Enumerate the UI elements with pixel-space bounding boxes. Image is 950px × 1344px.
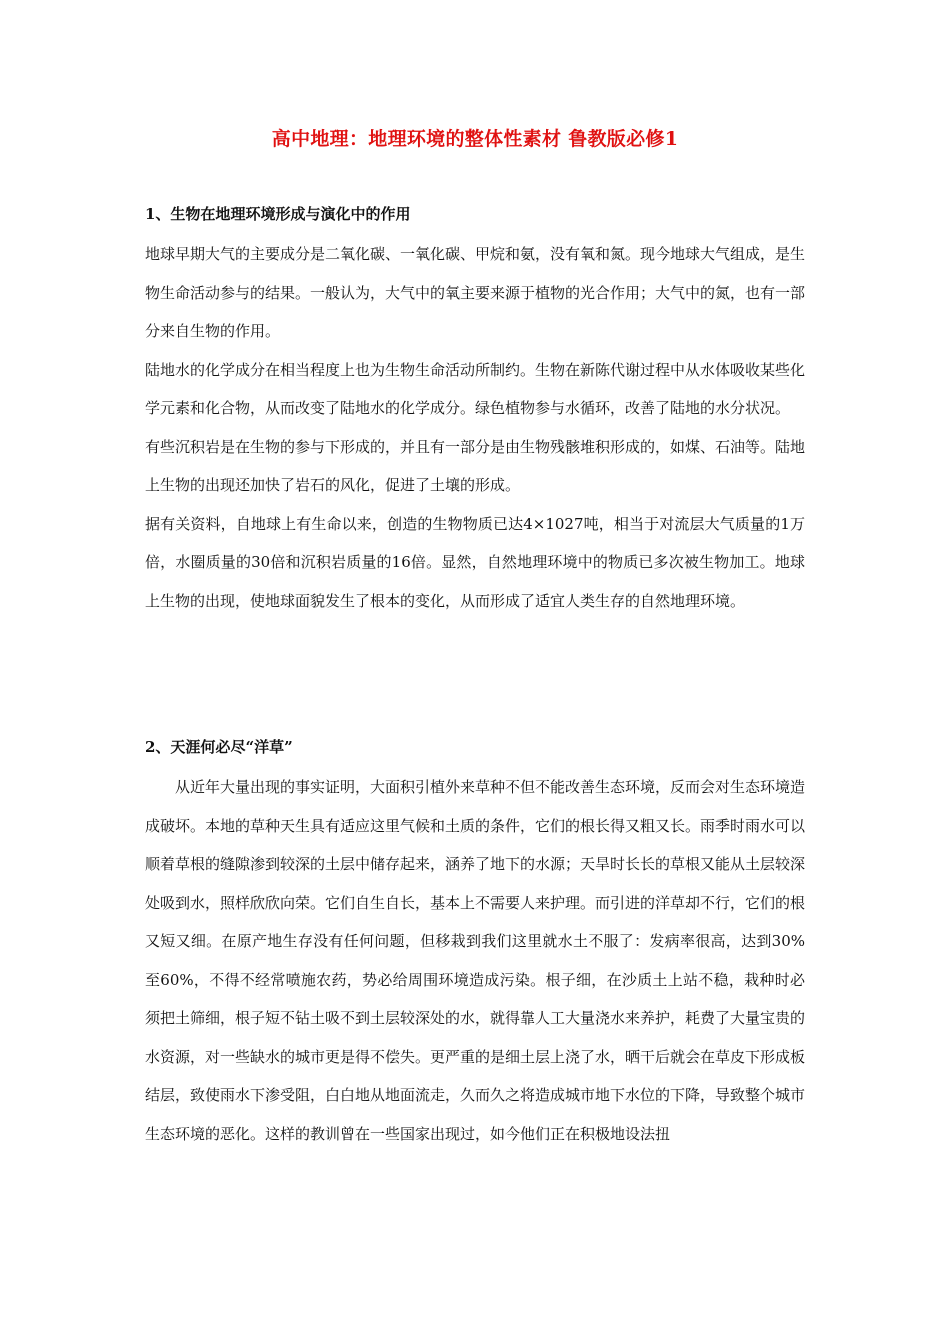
document-title: 高中地理：地理环境的整体性素材 鲁教版必修1 [271,128,679,150]
section-heading: 1、生物在地理环境形成与演化中的作用 [145,205,411,223]
section-heading: 2、天涯何必尽“洋草” [145,738,293,756]
section-1 [145,201,805,620]
paragraph: 据有关资料，自地球上有生命以来，创造的生物物质已达4×1027吨，相当于对流层大气质量的1万倍，水圈质量的30倍和沉积岩质量的16倍。显然，自然地理环境中的物质已多次被生物加工。地球上生物的出现，使地球面貌发生了根本的变化，从而形成了适宜人类生存的自然地理环境。 [145,514,805,610]
paragraph: 地球早期大气的主要成分是二氧化碳、一氧化碳、甲烷和氨，没有氧和氮。现今地球大气组成，是生物生命活动参与的结果。一般认为，大气中的氧主要来源于植物的光合作用；大气中的氮，也有一部分来自生物的作用。 [145,245,806,340]
paragraph: 陆地水的化学成分在相当程度上也为生物生命活动所制约。生物在新陈代谢过程中从水体吸收某些化学元素和化合物，从而改变了陆地水的化学成分。绿色植物参与水循环，改善了陆地的水分状况。 [145,360,806,417]
paragraph: 有些沉积岩是在生物的参与下形成的，并且有一部分是由生物残骸堆积形成的，如煤、石油等。陆地上生物的出现还加快了岩石的风化，促进了土壤的形成。 [145,437,806,494]
paragraph: 从近年大量出现的事实证明，大面积引植外来草种不但不能改善生态环境，反而会对生态环境造成破坏。本地的草种天生具有适应这里气候和土质的条件，它们的根长得又粗又长。雨季时雨水可以顺着草根的缝隙渗到较深的土层中储存起来，涵养了地下的水源；天旱时长长的草根又能从土层较深处吸到水，照样欣欣向荣。它们自生自长，基本上不需要人来护理。而引进的洋草却不行，它们的根又短又细。在原产地生存没有任何问题，但移栽到我们这里就水土不服了：发病率很高，达到30%至60%，不得不经常喷施农药，势必给周围环境造成污染。根子细，在沙质土上站不稳，栽种时必须把土筛细，根子短不钻土吸不到土层较深处的水，就得靠人工大量浇水来养护，耗费了大量宝贵的水资源，对一些缺水的城市更是得不偿失。更严重的是细土层上浇了水，晒干后就会在草皮下形成板结层，致使雨水下渗受阻，白白地从地面流走，久而久之将造成城市地下水位的下降，导致整个城市生态环境的恶化。这样的教训曾在一些国家出现过，如今他们正在积极地设法扭 [145,778,806,1143]
section-2 [145,734,805,1153]
